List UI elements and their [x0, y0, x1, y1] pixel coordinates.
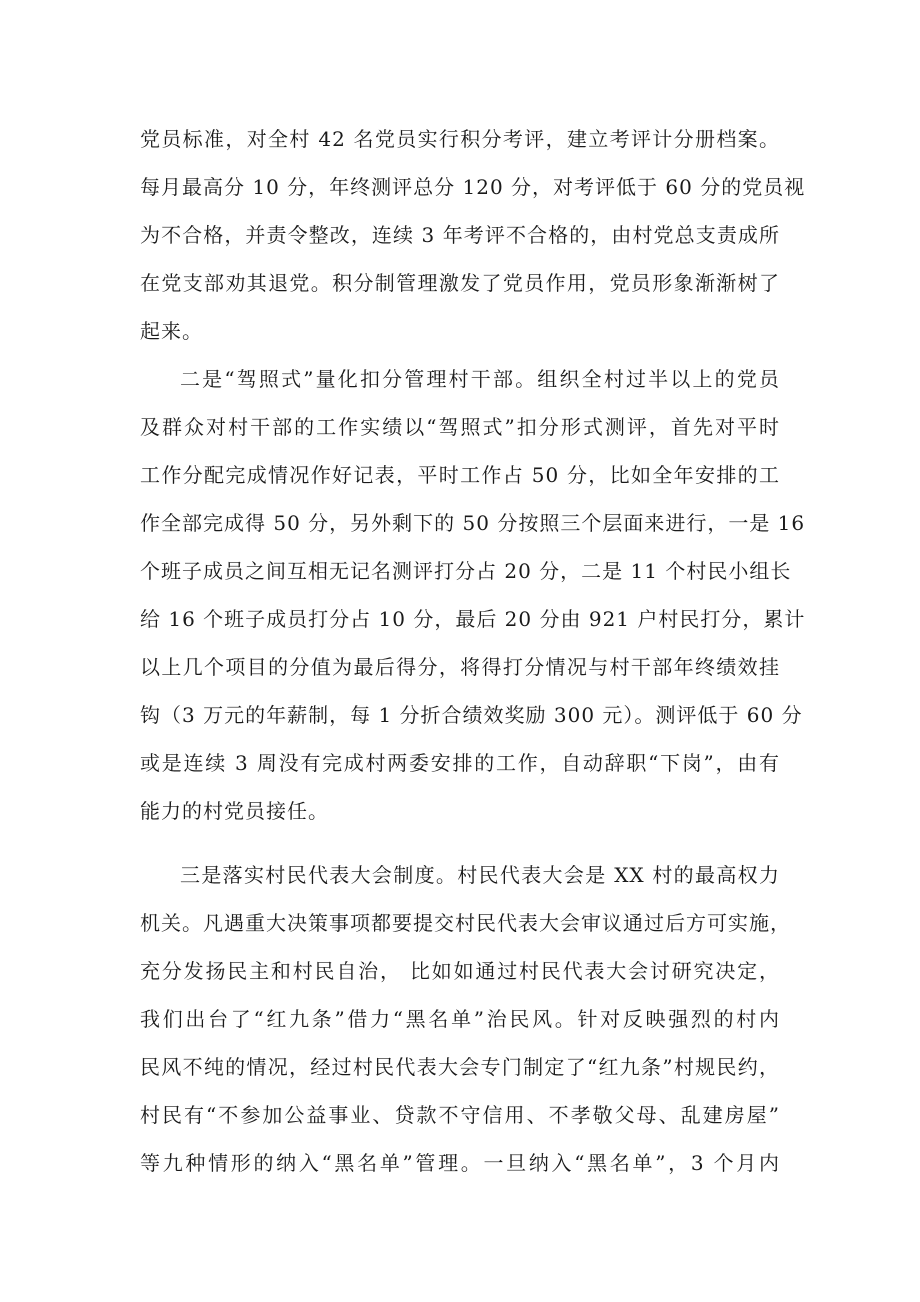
text-line: 充分发扬民主和村民自治， 比如如通过村民代表大会讨研究决定， — [140, 959, 780, 983]
text-line: 我们出台了“红九条”借力“黑名单”治民风。针对反映强烈的村内 — [140, 1007, 780, 1031]
text-line: 以上几个项目的分值为最后得分，将得打分情况与村干部年终绩效挂 — [140, 655, 780, 679]
text-line: 钩（3 万元的年薪制，每 1 分折合绩效奖励 300 元）。测评低于 60 分 — [140, 703, 803, 727]
text-line: 等九种情形的纳入“黑名单”管理。一旦纳入“黑名单”，3 个月内 — [140, 1151, 780, 1175]
text-line: 给 16 个班子成员打分占 10 分，最后 20 分由 921 户村民打分，累计 — [140, 607, 806, 631]
text-line: 在党支部劝其退党。积分制管理激发了党员作用，党员形象渐渐树了 — [140, 271, 780, 295]
paragraph-start-line: 三是落实村民代表大会制度。村民代表大会是 XX 村的最高权力 — [180, 863, 780, 887]
text-line: 个班子成员之间互相无记名测评打分占 20 分，二是 11 个村民小组长 — [140, 559, 792, 583]
text-line: 机关。凡遇重大决策事项都要提交村民代表大会审议通过后方可实施， — [140, 911, 791, 935]
text-line: 村民有“不参加公益事业、贷款不守信用、不孝敬父母、乱建房屋” — [140, 1103, 780, 1127]
text-line: 民风不纯的情况，经过村民代表大会专门制定了“红九条”村规民约， — [140, 1055, 780, 1079]
text-line: 及群众对村干部的工作实绩以“驾照式”扣分形式测评，首先对平时 — [140, 415, 780, 439]
paragraph-start-line: 二是“驾照式”量化扣分管理村干部。组织全村过半以上的党员 — [180, 367, 780, 391]
text-line: 党员标准，对全村 42 名党员实行积分考评，建立考评计分册档案。 — [140, 127, 780, 151]
text-line: 起来。 — [140, 319, 203, 343]
text-line: 或是连续 3 周没有完成村两委安排的工作，自动辞职“下岗”，由有 — [140, 751, 780, 775]
text-line: 作全部完成得 50 分，另外剩下的 50 分按照三个层面来进行，一是 16 — [140, 511, 806, 535]
text-line: 工作分配完成情况作好记表，平时工作占 50 分，比如全年安排的工 — [140, 463, 780, 487]
text-line: 每月最高分 10 分，年终测评总分 120 分，对考评低于 60 分的党员视 — [140, 175, 806, 199]
text-line: 为不合格，并责令整改，连续 3 年考评不合格的，由村党总支责成所 — [140, 223, 780, 247]
text-line: 能力的村党员接任。 — [140, 799, 329, 823]
